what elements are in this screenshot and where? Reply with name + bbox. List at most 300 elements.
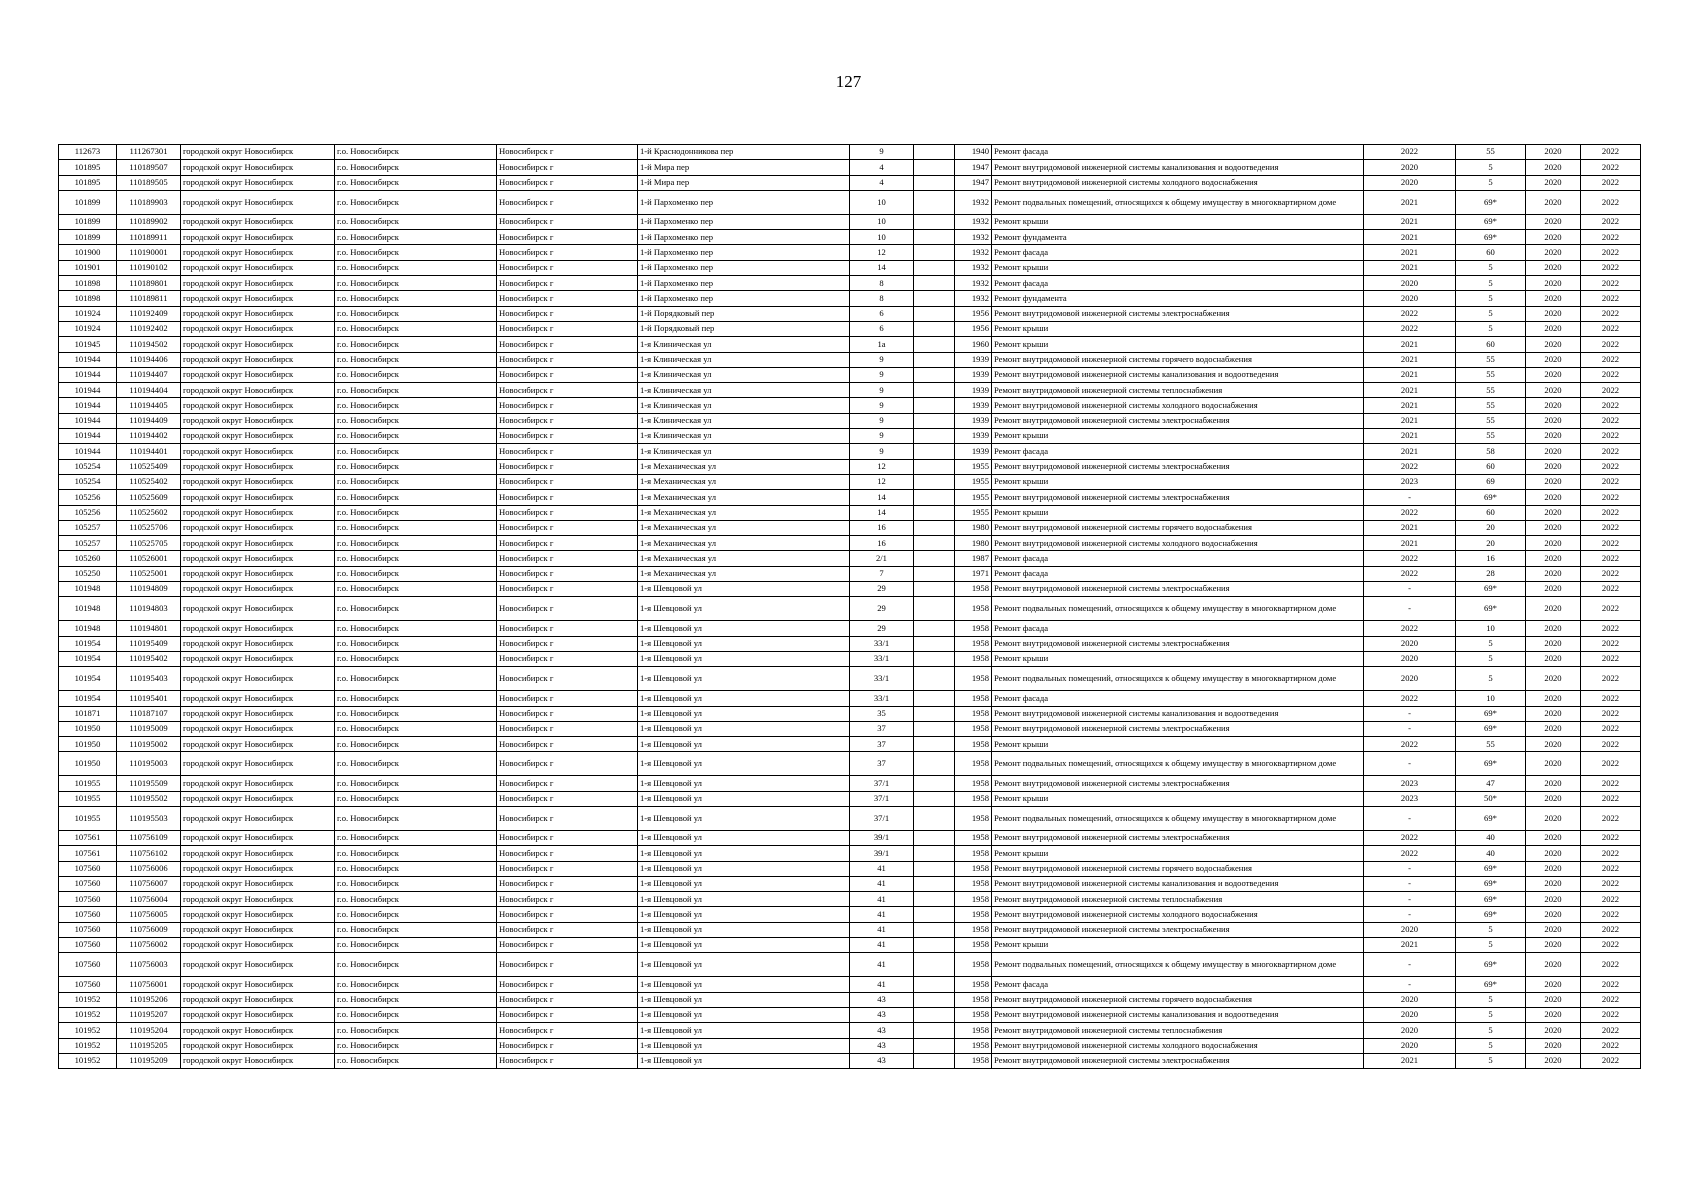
- last-repair-year-cell: -: [1364, 597, 1456, 621]
- wear-percent-cell: 55: [1456, 352, 1526, 367]
- plan-end-year-cell: 2022: [1581, 291, 1641, 306]
- district-cell: г.о. Новосибирск: [335, 992, 497, 1007]
- building-cell: [914, 737, 955, 752]
- last-repair-year-cell: 2020: [1364, 1038, 1456, 1053]
- work-type-cell: Ремонт внутридомовой инженерной системы холодного водоснабжения: [992, 1038, 1364, 1053]
- house-number-cell: 4: [850, 175, 914, 190]
- table-row: [59, 245, 1641, 260]
- wear-percent-cell: 69*: [1456, 876, 1526, 891]
- plan-end-year-cell: 2022: [1581, 953, 1641, 977]
- construction-year-cell: 1958: [955, 667, 992, 691]
- last-repair-year-cell: 2020: [1364, 291, 1456, 306]
- plan-start-year-cell: 2020: [1526, 721, 1581, 736]
- record-id-cell: 110190001: [117, 245, 181, 260]
- plan-start-year-cell: 2020: [1526, 892, 1581, 907]
- building-cell: [914, 922, 955, 937]
- district-cell: г.о. Новосибирск: [335, 291, 497, 306]
- last-repair-year-cell: -: [1364, 953, 1456, 977]
- municipality-cell: городской округ Новосибирск: [181, 474, 335, 489]
- municipality-cell: городской округ Новосибирск: [181, 691, 335, 706]
- house-id-cell: 101899: [59, 214, 117, 229]
- district-cell: г.о. Новосибирск: [335, 938, 497, 953]
- settlement-cell: Новосибирск г: [497, 190, 638, 214]
- last-repair-year-cell: 2020: [1364, 160, 1456, 175]
- municipality-cell: городской округ Новосибирск: [181, 737, 335, 752]
- building-cell: [914, 1053, 955, 1068]
- record-id-cell: 110194801: [117, 621, 181, 636]
- plan-start-year-cell: 2020: [1526, 474, 1581, 489]
- last-repair-year-cell: 2021: [1364, 245, 1456, 260]
- municipality-cell: городской округ Новосибирск: [181, 383, 335, 398]
- last-repair-year-cell: 2022: [1364, 621, 1456, 636]
- construction-year-cell: 1958: [955, 922, 992, 937]
- plan-end-year-cell: 2022: [1581, 892, 1641, 907]
- house-number-cell: 1а: [850, 337, 914, 352]
- house-id-cell: 105260: [59, 551, 117, 566]
- street-cell: 1-я Шевцовой ул: [638, 876, 850, 891]
- plan-end-year-cell: 2022: [1581, 306, 1641, 321]
- work-type-cell: Ремонт внутридомовой инженерной системы горячего водоснабжения: [992, 520, 1364, 535]
- work-type-cell: Ремонт внутридомовой инженерной системы электроснабжения: [992, 721, 1364, 736]
- house-number-cell: 4: [850, 160, 914, 175]
- plan-end-year-cell: 2022: [1581, 566, 1641, 581]
- plan-end-year-cell: 2022: [1581, 276, 1641, 291]
- work-type-cell: Ремонт внутридомовой инженерной системы канализования и водоотведения: [992, 706, 1364, 721]
- table-row: [59, 260, 1641, 275]
- plan-end-year-cell: 2022: [1581, 398, 1641, 413]
- street-cell: 1-я Механическая ул: [638, 474, 850, 489]
- plan-start-year-cell: 2020: [1526, 566, 1581, 581]
- work-type-cell: Ремонт внутридомовой инженерной системы электроснабжения: [992, 636, 1364, 651]
- house-number-cell: 16: [850, 520, 914, 535]
- record-id-cell: 111267301: [117, 145, 181, 160]
- house-id-cell: 101898: [59, 276, 117, 291]
- wear-percent-cell: 55: [1456, 398, 1526, 413]
- settlement-cell: Новосибирск г: [497, 260, 638, 275]
- construction-year-cell: 1932: [955, 230, 992, 245]
- settlement-cell: Новосибирск г: [497, 846, 638, 861]
- work-type-cell: Ремонт внутридомовой инженерной системы канализования и водоотведения: [992, 160, 1364, 175]
- building-cell: [914, 190, 955, 214]
- settlement-cell: Новосибирск г: [497, 992, 638, 1007]
- wear-percent-cell: 20: [1456, 520, 1526, 535]
- municipality-cell: городской округ Новосибирск: [181, 398, 335, 413]
- house-id-cell: 107560: [59, 953, 117, 977]
- construction-year-cell: 1932: [955, 214, 992, 229]
- last-repair-year-cell: -: [1364, 907, 1456, 922]
- last-repair-year-cell: 2021: [1364, 536, 1456, 551]
- wear-percent-cell: 5: [1456, 175, 1526, 190]
- street-cell: 1-й Пархоменко пер: [638, 230, 850, 245]
- house-id-cell: 101950: [59, 721, 117, 736]
- settlement-cell: Новосибирск г: [497, 582, 638, 597]
- table-row: [59, 276, 1641, 291]
- municipality-cell: городской округ Новосибирск: [181, 429, 335, 444]
- record-id-cell: 110189801: [117, 276, 181, 291]
- plan-end-year-cell: 2022: [1581, 651, 1641, 666]
- construction-year-cell: 1956: [955, 306, 992, 321]
- last-repair-year-cell: 2020: [1364, 667, 1456, 691]
- wear-percent-cell: 69*: [1456, 230, 1526, 245]
- work-type-cell: Ремонт внутридомовой инженерной системы электроснабжения: [992, 922, 1364, 937]
- table-row: [59, 1053, 1641, 1068]
- district-cell: г.о. Новосибирск: [335, 459, 497, 474]
- record-id-cell: 110189811: [117, 291, 181, 306]
- municipality-cell: городской округ Новосибирск: [181, 520, 335, 535]
- work-type-cell: Ремонт фасада: [992, 691, 1364, 706]
- house-id-cell: 101950: [59, 737, 117, 752]
- building-cell: [914, 459, 955, 474]
- district-cell: г.о. Новосибирск: [335, 597, 497, 621]
- street-cell: 1-я Клиническая ул: [638, 352, 850, 367]
- wear-percent-cell: 69*: [1456, 953, 1526, 977]
- plan-start-year-cell: 2020: [1526, 691, 1581, 706]
- municipality-cell: городской округ Новосибирск: [181, 230, 335, 245]
- record-id-cell: 110190102: [117, 260, 181, 275]
- page-number: 127: [835, 72, 862, 91]
- record-id-cell: 110756109: [117, 830, 181, 845]
- building-cell: [914, 367, 955, 382]
- record-id-cell: 110195009: [117, 721, 181, 736]
- work-type-cell: Ремонт внутридомовой инженерной системы горячего водоснабжения: [992, 861, 1364, 876]
- house-number-cell: 37: [850, 721, 914, 736]
- table-row: [59, 892, 1641, 907]
- settlement-cell: Новосибирск г: [497, 291, 638, 306]
- building-cell: [914, 721, 955, 736]
- settlement-cell: Новосибирск г: [497, 383, 638, 398]
- construction-year-cell: 1980: [955, 520, 992, 535]
- plan-end-year-cell: 2022: [1581, 230, 1641, 245]
- last-repair-year-cell: 2022: [1364, 551, 1456, 566]
- house-id-cell: 112673: [59, 145, 117, 160]
- settlement-cell: Новосибирск г: [497, 876, 638, 891]
- municipality-cell: городской округ Новосибирск: [181, 992, 335, 1007]
- plan-start-year-cell: 2020: [1526, 806, 1581, 830]
- wear-percent-cell: 60: [1456, 459, 1526, 474]
- house-id-cell: 107561: [59, 846, 117, 861]
- settlement-cell: Новосибирск г: [497, 621, 638, 636]
- house-number-cell: 12: [850, 245, 914, 260]
- house-number-cell: 29: [850, 582, 914, 597]
- last-repair-year-cell: -: [1364, 977, 1456, 992]
- work-type-cell: Ремонт крыши: [992, 505, 1364, 520]
- plan-end-year-cell: 2022: [1581, 667, 1641, 691]
- plan-end-year-cell: 2022: [1581, 830, 1641, 845]
- street-cell: 1-я Клиническая ул: [638, 337, 850, 352]
- house-number-cell: 41: [850, 907, 914, 922]
- municipality-cell: городской округ Новосибирск: [181, 413, 335, 428]
- plan-end-year-cell: 2022: [1581, 938, 1641, 953]
- plan-end-year-cell: 2022: [1581, 367, 1641, 382]
- street-cell: 1-я Механическая ул: [638, 505, 850, 520]
- wear-percent-cell: 58: [1456, 444, 1526, 459]
- building-cell: [914, 752, 955, 776]
- house-number-cell: 33/1: [850, 691, 914, 706]
- municipality-cell: городской округ Новосибирск: [181, 1007, 335, 1022]
- settlement-cell: Новосибирск г: [497, 160, 638, 175]
- municipality-cell: городской округ Новосибирск: [181, 806, 335, 830]
- table-row: [59, 953, 1641, 977]
- street-cell: 1-я Шевцовой ул: [638, 721, 850, 736]
- last-repair-year-cell: 2021: [1364, 214, 1456, 229]
- house-number-cell: 8: [850, 291, 914, 306]
- district-cell: г.о. Новосибирск: [335, 260, 497, 275]
- house-number-cell: 9: [850, 352, 914, 367]
- construction-year-cell: 1939: [955, 383, 992, 398]
- construction-year-cell: 1960: [955, 337, 992, 352]
- house-id-cell: 101948: [59, 597, 117, 621]
- plan-start-year-cell: 2020: [1526, 444, 1581, 459]
- work-type-cell: Ремонт крыши: [992, 214, 1364, 229]
- building-cell: [914, 306, 955, 321]
- last-repair-year-cell: 2021: [1364, 367, 1456, 382]
- plan-end-year-cell: 2022: [1581, 1023, 1641, 1038]
- street-cell: 1-я Шевцовой ул: [638, 938, 850, 953]
- construction-year-cell: 1958: [955, 806, 992, 830]
- record-id-cell: 110194409: [117, 413, 181, 428]
- building-cell: [914, 892, 955, 907]
- street-cell: 1-я Шевцовой ул: [638, 752, 850, 776]
- municipality-cell: городской округ Новосибирск: [181, 892, 335, 907]
- house-id-cell: 105256: [59, 490, 117, 505]
- construction-year-cell: 1939: [955, 429, 992, 444]
- wear-percent-cell: 69*: [1456, 721, 1526, 736]
- record-id-cell: 110756007: [117, 876, 181, 891]
- plan-start-year-cell: 2020: [1526, 352, 1581, 367]
- wear-percent-cell: 55: [1456, 383, 1526, 398]
- plan-start-year-cell: 2020: [1526, 791, 1581, 806]
- record-id-cell: 110189903: [117, 190, 181, 214]
- last-repair-year-cell: 2021: [1364, 520, 1456, 535]
- street-cell: 1-я Шевцовой ул: [638, 892, 850, 907]
- settlement-cell: Новосибирск г: [497, 352, 638, 367]
- construction-year-cell: 1958: [955, 953, 992, 977]
- wear-percent-cell: 69*: [1456, 190, 1526, 214]
- house-id-cell: 101955: [59, 806, 117, 830]
- building-cell: [914, 566, 955, 581]
- construction-year-cell: 1932: [955, 276, 992, 291]
- house-id-cell: 101954: [59, 651, 117, 666]
- table-row: [59, 337, 1641, 352]
- district-cell: г.о. Новосибирск: [335, 398, 497, 413]
- municipality-cell: городской округ Новосибирск: [181, 922, 335, 937]
- settlement-cell: Новосибирск г: [497, 938, 638, 953]
- table-row: [59, 907, 1641, 922]
- construction-year-cell: 1958: [955, 651, 992, 666]
- house-id-cell: 107560: [59, 977, 117, 992]
- building-cell: [914, 621, 955, 636]
- last-repair-year-cell: 2021: [1364, 444, 1456, 459]
- work-type-cell: Ремонт внутридомовой инженерной системы электроснабжения: [992, 1053, 1364, 1068]
- settlement-cell: Новосибирск г: [497, 752, 638, 776]
- record-id-cell: 110756102: [117, 846, 181, 861]
- district-cell: г.о. Новосибирск: [335, 367, 497, 382]
- construction-year-cell: 1955: [955, 505, 992, 520]
- settlement-cell: Новосибирск г: [497, 892, 638, 907]
- record-id-cell: 110756006: [117, 861, 181, 876]
- plan-end-year-cell: 2022: [1581, 737, 1641, 752]
- table-row: [59, 938, 1641, 953]
- wear-percent-cell: 69*: [1456, 597, 1526, 621]
- plan-start-year-cell: 2020: [1526, 582, 1581, 597]
- municipality-cell: городской округ Новосибирск: [181, 444, 335, 459]
- last-repair-year-cell: 2021: [1364, 337, 1456, 352]
- plan-end-year-cell: 2022: [1581, 977, 1641, 992]
- house-id-cell: 105257: [59, 536, 117, 551]
- district-cell: г.о. Новосибирск: [335, 1038, 497, 1053]
- last-repair-year-cell: 2022: [1364, 459, 1456, 474]
- house-id-cell: 101944: [59, 398, 117, 413]
- house-id-cell: 107561: [59, 830, 117, 845]
- plan-end-year-cell: 2022: [1581, 752, 1641, 776]
- building-cell: [914, 582, 955, 597]
- record-id-cell: 110195003: [117, 752, 181, 776]
- table-row: [59, 597, 1641, 621]
- table-row: [59, 876, 1641, 891]
- plan-start-year-cell: 2020: [1526, 551, 1581, 566]
- settlement-cell: Новосибирск г: [497, 907, 638, 922]
- house-number-cell: 39/1: [850, 846, 914, 861]
- house-number-cell: 9: [850, 398, 914, 413]
- record-id-cell: 110525409: [117, 459, 181, 474]
- house-id-cell: 107560: [59, 922, 117, 937]
- district-cell: г.о. Новосибирск: [335, 337, 497, 352]
- settlement-cell: Новосибирск г: [497, 367, 638, 382]
- municipality-cell: городской округ Новосибирск: [181, 566, 335, 581]
- construction-year-cell: 1947: [955, 160, 992, 175]
- district-cell: г.о. Новосибирск: [335, 691, 497, 706]
- settlement-cell: Новосибирск г: [497, 566, 638, 581]
- district-cell: г.о. Новосибирск: [335, 721, 497, 736]
- table-row: [59, 1007, 1641, 1022]
- municipality-cell: городской округ Новосибирск: [181, 706, 335, 721]
- plan-end-year-cell: 2022: [1581, 922, 1641, 937]
- wear-percent-cell: 69*: [1456, 892, 1526, 907]
- plan-end-year-cell: 2022: [1581, 776, 1641, 791]
- street-cell: 1-я Шевцовой ул: [638, 651, 850, 666]
- settlement-cell: Новосибирск г: [497, 1007, 638, 1022]
- house-number-cell: 39/1: [850, 830, 914, 845]
- work-type-cell: Ремонт фасада: [992, 621, 1364, 636]
- construction-year-cell: 1958: [955, 721, 992, 736]
- table-row: [59, 776, 1641, 791]
- building-cell: [914, 398, 955, 413]
- construction-year-cell: 1958: [955, 691, 992, 706]
- record-id-cell: 110195503: [117, 806, 181, 830]
- construction-year-cell: 1932: [955, 291, 992, 306]
- record-id-cell: 110195509: [117, 776, 181, 791]
- settlement-cell: Новосибирск г: [497, 245, 638, 260]
- plan-start-year-cell: 2020: [1526, 876, 1581, 891]
- district-cell: г.о. Новосибирск: [335, 190, 497, 214]
- record-id-cell: 110194404: [117, 383, 181, 398]
- plan-start-year-cell: 2020: [1526, 636, 1581, 651]
- plan-end-year-cell: 2022: [1581, 337, 1641, 352]
- work-type-cell: Ремонт фасада: [992, 444, 1364, 459]
- wear-percent-cell: 16: [1456, 551, 1526, 566]
- district-cell: г.о. Новосибирск: [335, 791, 497, 806]
- settlement-cell: Новосибирск г: [497, 230, 638, 245]
- wear-percent-cell: 10: [1456, 691, 1526, 706]
- last-repair-year-cell: 2022: [1364, 145, 1456, 160]
- street-cell: 1-я Шевцовой ул: [638, 597, 850, 621]
- table-row: [59, 791, 1641, 806]
- wear-percent-cell: 5: [1456, 636, 1526, 651]
- building-cell: [914, 505, 955, 520]
- street-cell: 1-й Пархоменко пер: [638, 245, 850, 260]
- table-row: [59, 459, 1641, 474]
- house-number-cell: 41: [850, 938, 914, 953]
- street-cell: 1-я Шевцовой ул: [638, 861, 850, 876]
- house-id-cell: 107560: [59, 938, 117, 953]
- wear-percent-cell: 69*: [1456, 752, 1526, 776]
- table-row: [59, 230, 1641, 245]
- settlement-cell: Новосибирск г: [497, 636, 638, 651]
- plan-start-year-cell: 2020: [1526, 621, 1581, 636]
- settlement-cell: Новосибирск г: [497, 520, 638, 535]
- plan-start-year-cell: 2020: [1526, 667, 1581, 691]
- last-repair-year-cell: 2023: [1364, 791, 1456, 806]
- record-id-cell: 110756001: [117, 977, 181, 992]
- house-id-cell: 101944: [59, 383, 117, 398]
- wear-percent-cell: 5: [1456, 667, 1526, 691]
- plan-start-year-cell: 2020: [1526, 276, 1581, 291]
- construction-year-cell: 1958: [955, 861, 992, 876]
- wear-percent-cell: 5: [1456, 276, 1526, 291]
- record-id-cell: 110756003: [117, 953, 181, 977]
- district-cell: г.о. Новосибирск: [335, 861, 497, 876]
- house-id-cell: 101952: [59, 1038, 117, 1053]
- house-number-cell: 41: [850, 892, 914, 907]
- street-cell: 1-я Клиническая ул: [638, 367, 850, 382]
- district-cell: г.о. Новосибирск: [335, 907, 497, 922]
- plan-end-year-cell: 2022: [1581, 846, 1641, 861]
- plan-start-year-cell: 2020: [1526, 160, 1581, 175]
- house-id-cell: 101901: [59, 260, 117, 275]
- municipality-cell: городской округ Новосибирск: [181, 160, 335, 175]
- plan-start-year-cell: 2020: [1526, 520, 1581, 535]
- work-type-cell: Ремонт крыши: [992, 337, 1364, 352]
- work-type-cell: Ремонт фасада: [992, 977, 1364, 992]
- house-id-cell: 101950: [59, 752, 117, 776]
- building-cell: [914, 520, 955, 535]
- settlement-cell: Новосибирск г: [497, 1023, 638, 1038]
- building-cell: [914, 1038, 955, 1053]
- plan-end-year-cell: 2022: [1581, 175, 1641, 190]
- last-repair-year-cell: 2022: [1364, 737, 1456, 752]
- street-cell: 1-я Шевцовой ул: [638, 1007, 850, 1022]
- wear-percent-cell: 5: [1456, 1007, 1526, 1022]
- work-type-cell: Ремонт внутридомовой инженерной системы холодного водоснабжения: [992, 536, 1364, 551]
- street-cell: 1-я Шевцовой ул: [638, 953, 850, 977]
- municipality-cell: городской округ Новосибирск: [181, 582, 335, 597]
- record-id-cell: 110525602: [117, 505, 181, 520]
- street-cell: 1-я Шевцовой ул: [638, 830, 850, 845]
- record-id-cell: 110195207: [117, 1007, 181, 1022]
- district-cell: г.о. Новосибирск: [335, 621, 497, 636]
- plan-end-year-cell: 2022: [1581, 1007, 1641, 1022]
- street-cell: 1-я Шевцовой ул: [638, 907, 850, 922]
- table-row: [59, 706, 1641, 721]
- municipality-cell: городской округ Новосибирск: [181, 846, 335, 861]
- record-id-cell: 110756004: [117, 892, 181, 907]
- district-cell: г.о. Новосибирск: [335, 892, 497, 907]
- building-cell: [914, 444, 955, 459]
- municipality-cell: городской округ Новосибирск: [181, 175, 335, 190]
- plan-start-year-cell: 2020: [1526, 846, 1581, 861]
- wear-percent-cell: 69*: [1456, 214, 1526, 229]
- district-cell: г.о. Новосибирск: [335, 214, 497, 229]
